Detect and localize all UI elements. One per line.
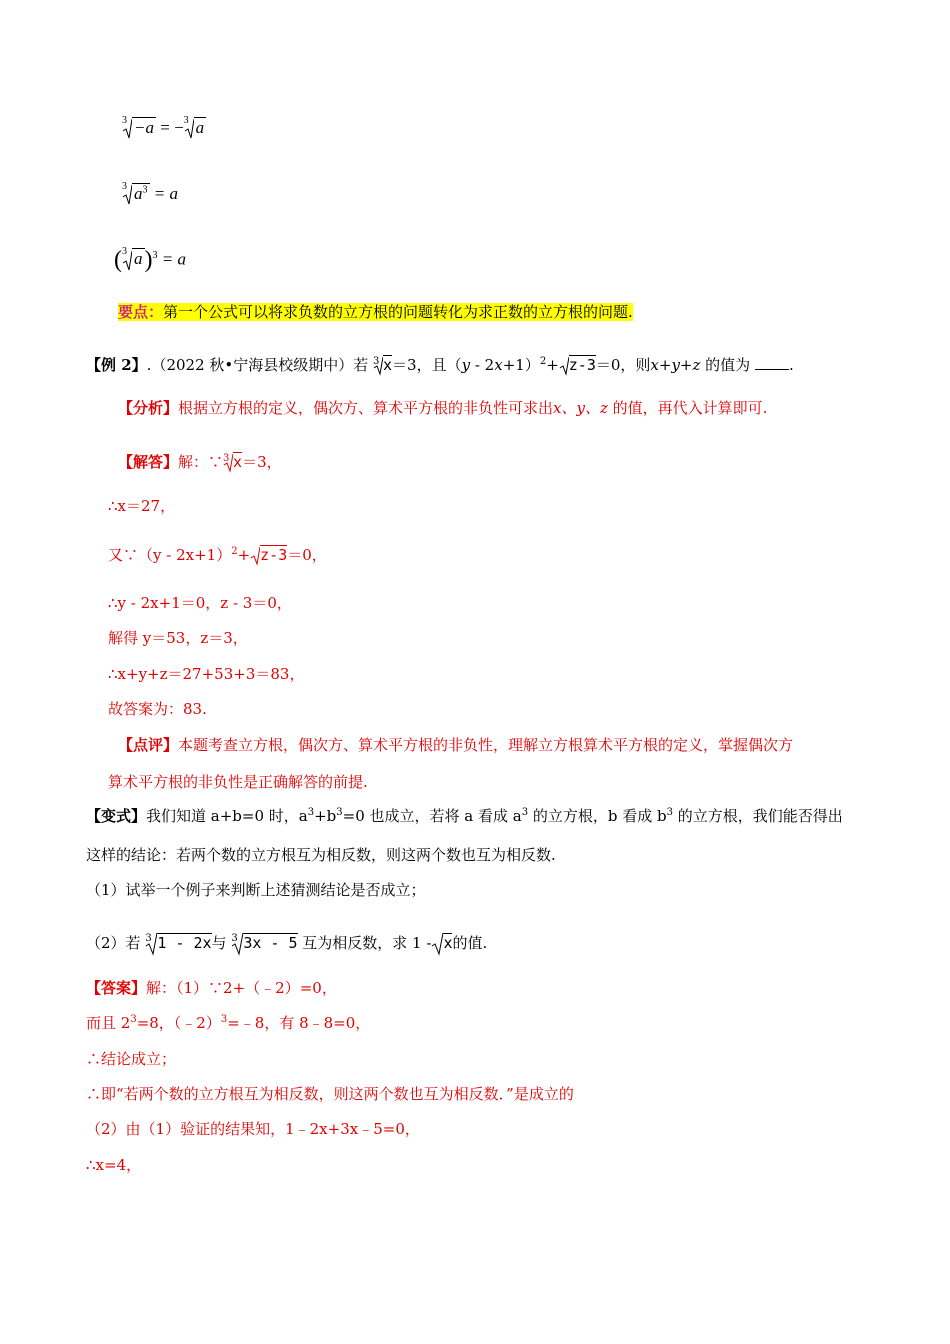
formula-cube-root-negative: 3 −a = − 3 a [122,118,206,140]
comment-line-1: 【点评】本题考查立方根，偶次方、算术平方根的非负性，理解立方根算术平方根的定义，掌握偶次方 [118,736,794,754]
answer-blank [755,355,789,370]
radical: 3 [231,932,243,956]
variant-question-2: （2）若 3 1 - 2x与 3 3x - 5 互为相反数，求 1 - x的值. [86,932,487,956]
solution-line-2: ∴x＝27， [108,497,176,515]
answer-line-3: ∴结论成立； [86,1050,177,1068]
formula-cube-root-of-cube: 3 $a^3 = a$ [122,184,178,206]
answer-line-4: ∴即“若两个数的立方根互为相反数，则这两个数也互为相反数．”是成立的 [86,1085,574,1103]
solution-line-1: 【解答】解：∵ 3 x＝3， [118,453,282,471]
answer-line-5: （2）由（1）验证的结果知，1﹣2x+3x﹣5=0， [86,1120,420,1138]
analysis-line: 【分析】根据立方根的定义，偶次方、算术平方根的非负性可求出x、y、z 的值，再代入计算即可. [118,399,768,417]
radical: 3 [122,249,132,271]
radical: 3 [145,932,157,956]
radical: 3 [122,184,132,206]
radical-sign-icon [431,932,443,956]
answer-line-2: 而且 $2^3=8$，（﹣2）$^3$=﹣8，有 8﹣8=0， [86,1014,371,1032]
variant-question-1: （1）试举一个例子来判断上述猜测结论是否成立； [86,881,426,899]
variant-line-1: 【变式】我们知道 a+b=0 时，$a^3+b^3=0$ 也成立，若将 a 看成 $a^3$ 的立方根，b 看成 $b^3$ 的立方根，我们能否得出 [86,807,843,825]
solution-line-7: 故答案为：83. [108,700,207,718]
radical: 3 [122,118,132,140]
comment-line-2: 算术平方根的非负性是正确解答的前提. [108,773,368,791]
radical-sign-icon [250,546,260,566]
radical: 3 [373,355,383,376]
variant-line-2: 这样的结论：若两个数的立方根互为相反数，则这两个数也互为相反数. [86,846,556,864]
solution-line-6: ∴x+y+z＝27+53+3＝83， [108,665,305,683]
example-question: 【例 2】.（2022 秋•宁海县校级期中）若 3 x＝3，且$(y - 2x+1)^2+ z-3=0$，则x+y+z 的值为 . [86,356,794,374]
keypoint-line: 要点：第一个公式可以将求负数的立方根的问题转化为求正数的立方根的问题. [118,303,633,321]
radical: 3 [223,452,233,473]
solution-line-3: 又∵（y - 2x+1）$^2$+ z-3＝0， [108,546,327,564]
answer-line-6: ∴x=4， [86,1156,142,1174]
solution-line-5: 解得 y＝53，z＝3， [108,629,248,647]
solution-line-4: ∴y - 2x+1＝0，z - 3＝0， [108,594,292,612]
answer-line-1: 【答案】解：（1）∵2+（﹣2）=0， [86,979,337,997]
formula-cube-of-cube-root: ( 3 a)$^3$ = a [114,246,186,273]
radical: 3 [184,118,194,140]
radical-sign-icon [559,356,569,376]
